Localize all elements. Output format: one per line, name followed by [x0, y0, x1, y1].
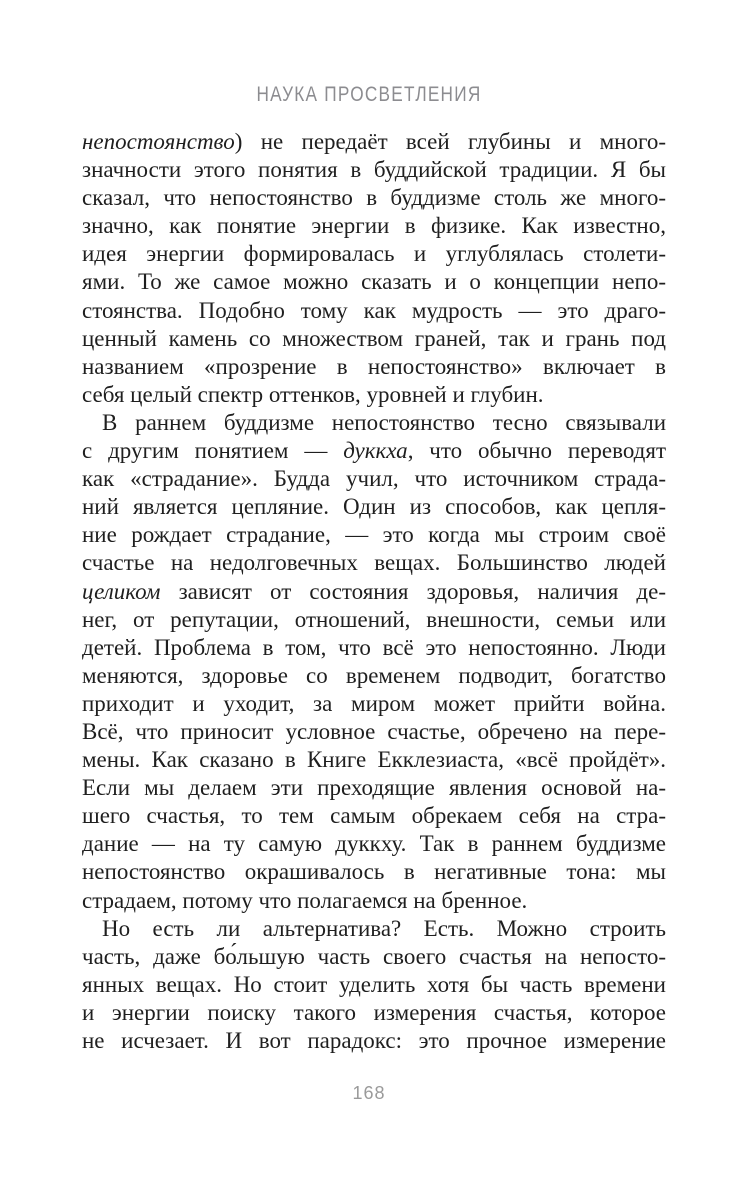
text-line — [82, 746, 666, 774]
italic-text: непостоянство — [82, 129, 235, 154]
text-line — [82, 1027, 666, 1055]
regular-text: счастье на недолговечных вещах. Большинство людей — [82, 550, 666, 576]
text-line — [82, 297, 666, 325]
text-line — [82, 381, 666, 409]
text-line — [82, 718, 666, 746]
text-line — [82, 325, 666, 353]
text-line — [82, 943, 666, 971]
regular-text: В раннем буддизме непостоянство тесно связывали — [102, 409, 666, 435]
regular-text: детей. Проблема в том, что всё это непостоянно. Люди — [82, 634, 666, 660]
regular-text: зависят от состояния здоровья, наличия де- — [160, 578, 666, 604]
text-line — [82, 858, 666, 886]
regular-text: ний является цепляние. Один из способов, как цепля- — [82, 494, 666, 520]
italic-text: целиком — [82, 578, 161, 604]
text-line — [82, 212, 666, 240]
text-line — [82, 353, 666, 381]
regular-text: ями. То же самое можно сказать и о концепции непо- — [82, 269, 666, 295]
regular-text: ) не передаёт всей глубины и много- — [234, 129, 666, 154]
text-line — [82, 268, 666, 296]
text-line — [82, 240, 666, 268]
text-line — [82, 128, 666, 156]
regular-text: нег, от репутации, отношений, внешности, семьи или — [82, 606, 666, 632]
regular-text: с другим понятием — — [82, 438, 344, 464]
text-line — [82, 521, 666, 549]
regular-text: и энергии поиску такого измерения счастья, которое — [82, 999, 666, 1025]
regular-text: себя целый спектр оттенков, уровней и глубин. — [82, 381, 544, 407]
text-line — [82, 774, 666, 802]
text-line — [82, 409, 666, 437]
text-line — [82, 971, 666, 999]
regular-text: как «страдание». Будда учил, что источником страда- — [82, 466, 666, 492]
text-line — [82, 802, 666, 830]
text-line — [82, 634, 666, 662]
regular-text: Если мы делаем эти преходящие явления основой на- — [82, 775, 666, 801]
regular-text: Но есть ли альтернатива? Есть. Можно строить — [102, 915, 666, 941]
regular-text: идея энергии формировалась и углублялась столети- — [82, 241, 666, 267]
text-line — [82, 690, 666, 718]
text-line — [82, 915, 666, 943]
regular-text: значности этого понятия в буддийской традиции. Я бы — [82, 157, 666, 183]
regular-text: названием «прозрение в непостоянство» включает в — [82, 353, 666, 379]
body-text — [82, 128, 666, 1055]
text-line — [82, 830, 666, 858]
text-line — [82, 465, 666, 493]
text-line — [82, 156, 666, 184]
text-line — [82, 999, 666, 1027]
regular-text: шего счастья, то тем самым обрекаем себя на стра- — [82, 803, 666, 829]
text-line — [82, 606, 666, 634]
text-line — [82, 493, 666, 521]
text-line — [82, 437, 666, 465]
text-line — [82, 549, 666, 577]
regular-text: , что обычно переводят — [407, 438, 666, 464]
regular-text: не исчезает. И вот парадокс: это прочное измерение — [82, 1028, 666, 1053]
regular-text: страдаем, потому что полагаемся на бренное. — [82, 887, 528, 913]
regular-text: значно, как понятие энергии в физике. Как известно, — [82, 213, 666, 239]
regular-text: янных вещах. Но стоит уделить хотя бы часть времени — [82, 971, 666, 997]
regular-text: дание — на ту самую дуккху. Так в раннем буддизме — [82, 831, 666, 857]
text-line — [82, 578, 666, 606]
regular-text: ценный камень со множеством граней, так и грань под — [82, 325, 666, 351]
text-line — [82, 887, 666, 915]
regular-text: меняются, здоровье со временем подводит, богатство — [82, 662, 666, 688]
regular-text: приходит и уходит, за миром может прийти война. — [82, 690, 666, 716]
regular-text: непостоянство окрашивалось в негативные тона: мы — [82, 859, 666, 885]
regular-text: часть, даже бо́льшую часть своего счастья на непосто- — [82, 943, 666, 969]
text-line — [82, 662, 666, 690]
regular-text: мены. Как сказано в Книге Екклезиаста, «всё пройдёт». — [82, 747, 666, 773]
italic-text: дуккха — [343, 438, 408, 464]
regular-text: сказал, что непостоянство в буддизме столь же много- — [82, 185, 666, 211]
regular-text: ние рождает страдание, — это когда мы строим своё — [82, 522, 666, 548]
text-line — [82, 184, 666, 212]
regular-text: стоянства. Подобно тому как мудрость — это драго- — [82, 297, 666, 323]
regular-text: Всё, что приносит условное счастье, обречено на пере- — [82, 718, 666, 744]
running-header: НАУКА ПРОСВЕТЛЕНИЯ — [256, 83, 482, 106]
page-number: 168 — [352, 1083, 386, 1103]
